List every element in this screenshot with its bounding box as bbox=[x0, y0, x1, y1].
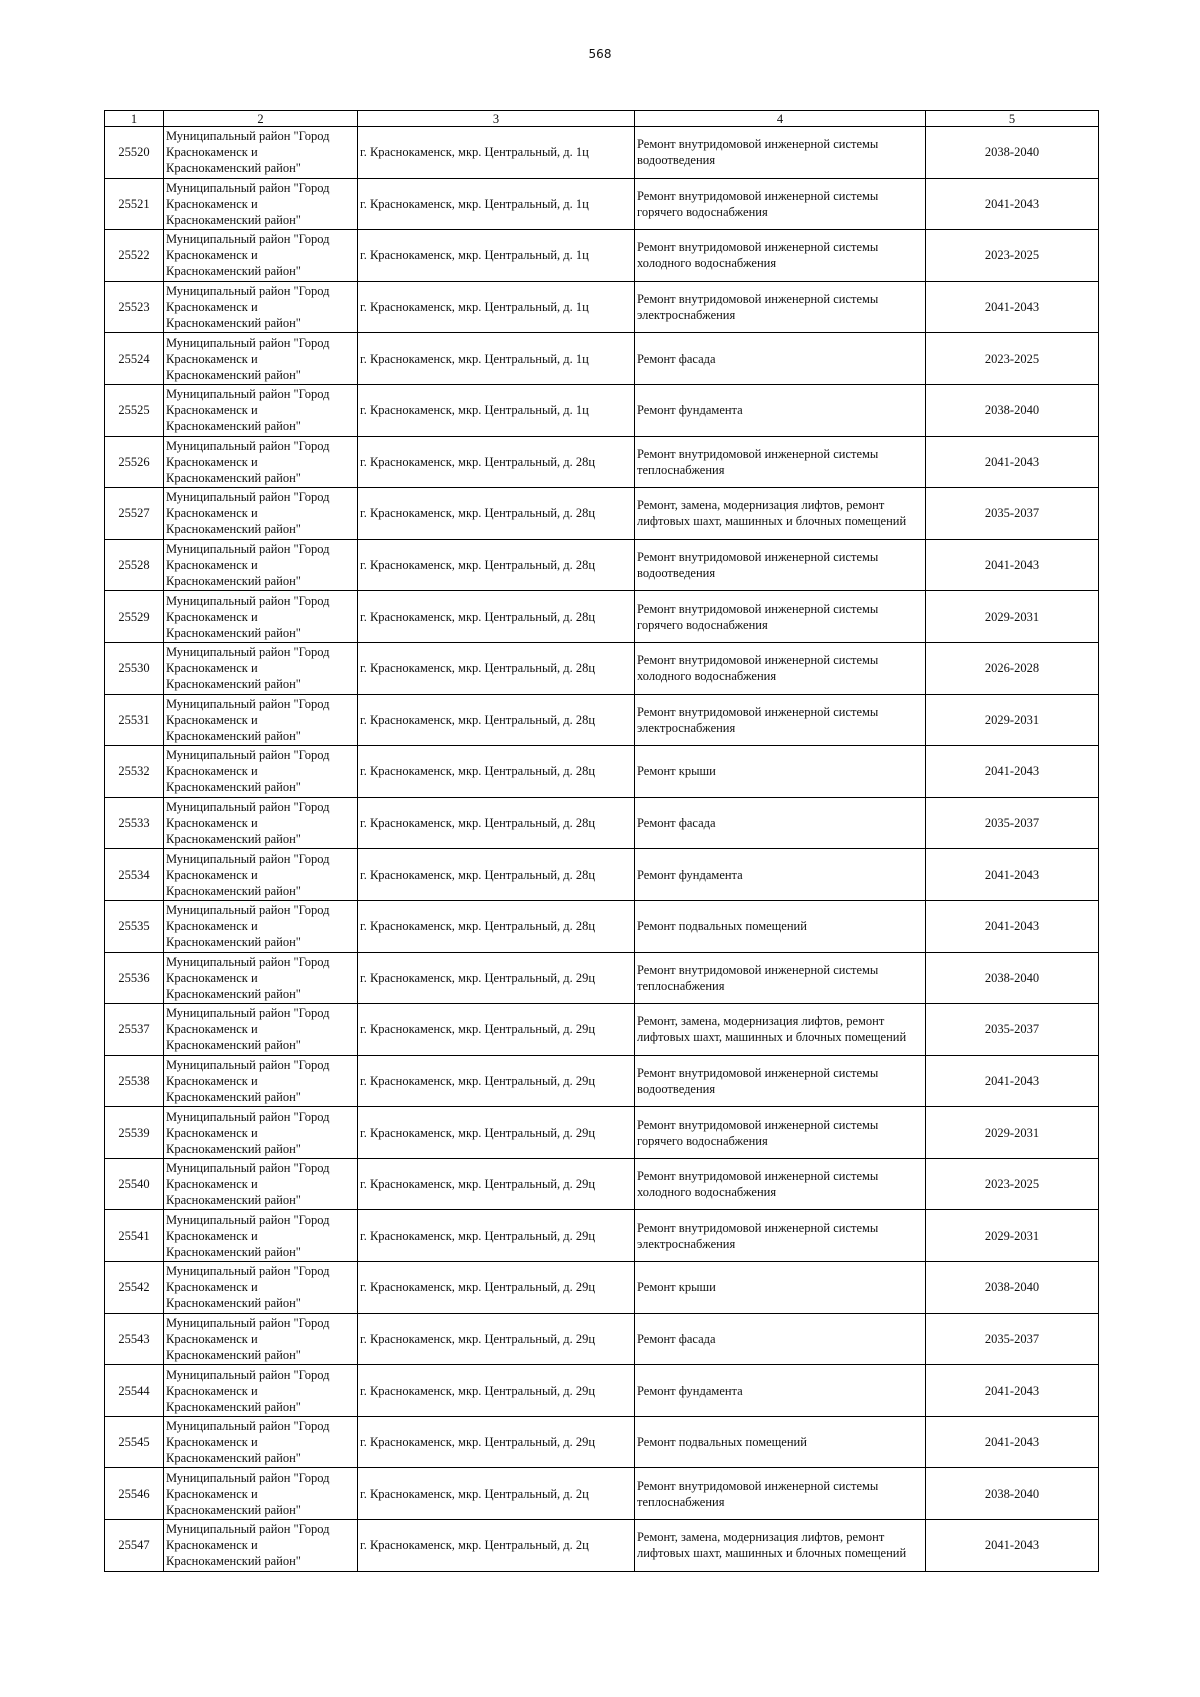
period-cell: 2038-2040 bbox=[926, 952, 1099, 1004]
address-cell: г. Краснокаменск, мкр. Центральный, д. 29ц bbox=[358, 1210, 635, 1262]
municipality-line: Муниципальный район "Город bbox=[166, 1419, 330, 1434]
address-cell: г. Краснокаменск, мкр. Центральный, д. 29ц bbox=[358, 1107, 635, 1159]
table-row bbox=[105, 797, 1099, 849]
municipality-cell bbox=[164, 1055, 358, 1107]
municipality-line: Муниципальный район "Город bbox=[166, 1212, 330, 1227]
row-number: 25534 bbox=[105, 849, 164, 901]
municipality-line: Краснокаменск и bbox=[166, 712, 258, 727]
municipality-line: Муниципальный район "Город bbox=[166, 1367, 330, 1382]
municipality-line: Муниципальный район "Город bbox=[166, 1264, 330, 1279]
address-cell: г. Краснокаменск, мкр. Центральный, д. 2ц bbox=[358, 1468, 635, 1520]
municipality-line: Краснокаменск и bbox=[166, 919, 258, 934]
row-number: 25541 bbox=[105, 1210, 164, 1262]
period-cell: 2029-2031 bbox=[926, 1210, 1099, 1262]
municipality-line: Муниципальный район "Город bbox=[166, 1006, 330, 1021]
work-type-cell: Ремонт внутридомовой инженерной системы горячего водоснабжения bbox=[635, 178, 926, 230]
period-cell: 2041-2043 bbox=[926, 746, 1099, 798]
row-number: 25520 bbox=[105, 127, 164, 179]
municipality-line: Муниципальный район "Город bbox=[166, 1109, 330, 1124]
municipality-line: Краснокаменск и bbox=[166, 867, 258, 882]
period-cell: 2038-2040 bbox=[926, 1468, 1099, 1520]
work-type-cell: Ремонт внутридомовой инженерной системы электроснабжения bbox=[635, 281, 926, 333]
municipality-line: Краснокаменск и bbox=[166, 1435, 258, 1450]
work-type-cell: Ремонт внутридомовой инженерной системы водоотведения bbox=[635, 127, 926, 179]
municipality-line: Краснокаменск и bbox=[166, 816, 258, 831]
work-type-cell: Ремонт фундамента bbox=[635, 849, 926, 901]
address-cell: г. Краснокаменск, мкр. Центральный, д. 29ц bbox=[358, 1262, 635, 1314]
page-number: 568 bbox=[588, 47, 612, 61]
municipality-cell bbox=[164, 127, 358, 179]
address-cell: г. Краснокаменск, мкр. Центральный, д. 29ц bbox=[358, 1158, 635, 1210]
municipality-line: Краснокаменский район" bbox=[166, 161, 301, 176]
municipality-line: Муниципальный район "Город bbox=[166, 903, 330, 918]
municipality-cell bbox=[164, 436, 358, 488]
table-row bbox=[105, 746, 1099, 798]
table-row bbox=[105, 436, 1099, 488]
table-row bbox=[105, 488, 1099, 540]
table-body bbox=[105, 127, 1099, 1572]
work-type-cell: Ремонт фундамента bbox=[635, 1365, 926, 1417]
municipality-line: Краснокаменск и bbox=[166, 764, 258, 779]
period-cell: 2041-2043 bbox=[926, 1416, 1099, 1468]
work-type-cell: Ремонт, замена, модернизация лифтов, ремонт лифтовых шахт, машинных и блочных помещений bbox=[635, 488, 926, 540]
municipality-line: Краснокаменский район" bbox=[166, 935, 301, 950]
municipality-line: Краснокаменский район" bbox=[166, 367, 301, 382]
period-cell: 2023-2025 bbox=[926, 230, 1099, 282]
address-cell: г. Краснокаменск, мкр. Центральный, д. 28ц bbox=[358, 436, 635, 488]
address-cell: г. Краснокаменск, мкр. Центральный, д. 28ц bbox=[358, 746, 635, 798]
municipality-cell bbox=[164, 591, 358, 643]
address-cell: г. Краснокаменск, мкр. Центральный, д. 29ц bbox=[358, 952, 635, 1004]
period-cell: 2041-2043 bbox=[926, 849, 1099, 901]
address-cell: г. Краснокаменск, мкр. Центральный, д. 28ц bbox=[358, 900, 635, 952]
row-number: 25542 bbox=[105, 1262, 164, 1314]
period-cell: 2035-2037 bbox=[926, 1004, 1099, 1056]
work-type-cell: Ремонт фасада bbox=[635, 797, 926, 849]
municipality-line: Краснокаменск и bbox=[166, 506, 258, 521]
row-number: 25538 bbox=[105, 1055, 164, 1107]
period-cell: 2041-2043 bbox=[926, 281, 1099, 333]
municipality-line: Краснокаменский район" bbox=[166, 883, 301, 898]
municipality-line: Краснокаменск и bbox=[166, 1022, 258, 1037]
row-number: 25536 bbox=[105, 952, 164, 1004]
address-cell: г. Краснокаменск, мкр. Центральный, д. 28ц bbox=[358, 694, 635, 746]
period-cell: 2038-2040 bbox=[926, 127, 1099, 179]
table-row bbox=[105, 230, 1099, 282]
table-row bbox=[105, 849, 1099, 901]
table-row bbox=[105, 1107, 1099, 1159]
period-cell: 2041-2043 bbox=[926, 1520, 1099, 1572]
municipality-line: Краснокаменск и bbox=[166, 1125, 258, 1140]
municipality-line: Краснокаменский район" bbox=[166, 986, 301, 1001]
municipality-line: Краснокаменск и bbox=[166, 558, 258, 573]
period-cell: 2035-2037 bbox=[926, 488, 1099, 540]
row-number: 25546 bbox=[105, 1468, 164, 1520]
municipality-line: Муниципальный район "Город bbox=[166, 1470, 330, 1485]
municipality-line: Муниципальный район "Город bbox=[166, 284, 330, 299]
municipality-line: Краснокаменский район" bbox=[166, 1451, 301, 1466]
work-type-cell: Ремонт внутридомовой инженерной системы холодного водоснабжения bbox=[635, 1158, 926, 1210]
period-cell: 2029-2031 bbox=[926, 694, 1099, 746]
address-cell: г. Краснокаменск, мкр. Центральный, д. 1ц bbox=[358, 281, 635, 333]
work-type-cell: Ремонт внутридомовой инженерной системы холодного водоснабжения bbox=[635, 642, 926, 694]
address-cell: г. Краснокаменск, мкр. Центральный, д. 29ц bbox=[358, 1004, 635, 1056]
municipality-line: Краснокаменский район" bbox=[166, 1296, 301, 1311]
row-number: 25547 bbox=[105, 1520, 164, 1572]
period-cell: 2035-2037 bbox=[926, 1313, 1099, 1365]
municipality-line: Краснокаменский район" bbox=[166, 316, 301, 331]
row-number: 25528 bbox=[105, 539, 164, 591]
table-row bbox=[105, 591, 1099, 643]
table-header bbox=[105, 111, 1099, 127]
municipality-line: Муниципальный район "Город bbox=[166, 1057, 330, 1072]
municipality-line: Краснокаменский район" bbox=[166, 1244, 301, 1259]
address-cell: г. Краснокаменск, мкр. Центральный, д. 1ц bbox=[358, 333, 635, 385]
work-type-cell: Ремонт внутридомовой инженерной системы горячего водоснабжения bbox=[635, 591, 926, 643]
municipality-cell bbox=[164, 1107, 358, 1159]
period-cell: 2023-2025 bbox=[926, 333, 1099, 385]
municipality-line: Муниципальный район "Город bbox=[166, 800, 330, 815]
column-header-4: 4 bbox=[635, 111, 926, 127]
municipality-line: Краснокаменский район" bbox=[166, 1554, 301, 1569]
row-number: 25543 bbox=[105, 1313, 164, 1365]
municipality-line: Муниципальный район "Город bbox=[166, 1522, 330, 1537]
table-row bbox=[105, 1158, 1099, 1210]
work-type-cell: Ремонт крыши bbox=[635, 746, 926, 798]
municipality-line: Краснокаменск и bbox=[166, 145, 258, 160]
municipality-line: Краснокаменский район" bbox=[166, 419, 301, 434]
work-type-cell: Ремонт внутридомовой инженерной системы водоотведения bbox=[635, 1055, 926, 1107]
municipality-line: Муниципальный район "Город bbox=[166, 1161, 330, 1176]
period-cell: 2041-2043 bbox=[926, 436, 1099, 488]
municipality-cell bbox=[164, 1210, 358, 1262]
work-type-cell: Ремонт подвальных помещений bbox=[635, 1416, 926, 1468]
row-number: 25539 bbox=[105, 1107, 164, 1159]
municipality-cell bbox=[164, 642, 358, 694]
municipality-line: Муниципальный район "Город bbox=[166, 593, 330, 608]
municipality-cell bbox=[164, 1468, 358, 1520]
municipality-line: Муниципальный район "Город bbox=[166, 438, 330, 453]
municipality-line: Краснокаменский район" bbox=[166, 1038, 301, 1053]
municipality-cell bbox=[164, 1313, 358, 1365]
period-cell: 2026-2028 bbox=[926, 642, 1099, 694]
address-cell: г. Краснокаменск, мкр. Центральный, д. 29ц bbox=[358, 1416, 635, 1468]
address-cell: г. Краснокаменск, мкр. Центральный, д. 28ц bbox=[358, 849, 635, 901]
municipality-cell bbox=[164, 1158, 358, 1210]
work-type-cell: Ремонт, замена, модернизация лифтов, ремонт лифтовых шахт, машинных и блочных помещений bbox=[635, 1004, 926, 1056]
row-number: 25527 bbox=[105, 488, 164, 540]
table-row bbox=[105, 900, 1099, 952]
table-row bbox=[105, 178, 1099, 230]
municipality-cell bbox=[164, 849, 358, 901]
column-header-3: 3 bbox=[358, 111, 635, 127]
row-number: 25523 bbox=[105, 281, 164, 333]
municipality-line: Краснокаменский район" bbox=[166, 1089, 301, 1104]
row-number: 25525 bbox=[105, 384, 164, 436]
period-cell: 2029-2031 bbox=[926, 1107, 1099, 1159]
table-row bbox=[105, 952, 1099, 1004]
address-cell: г. Краснокаменск, мкр. Центральный, д. 28ц bbox=[358, 797, 635, 849]
period-cell: 2041-2043 bbox=[926, 539, 1099, 591]
table-row bbox=[105, 281, 1099, 333]
municipality-line: Краснокаменский район" bbox=[166, 470, 301, 485]
table-row bbox=[105, 1520, 1099, 1572]
address-cell: г. Краснокаменск, мкр. Центральный, д. 28ц bbox=[358, 642, 635, 694]
municipality-line: Краснокаменск и bbox=[166, 1486, 258, 1501]
municipality-cell bbox=[164, 539, 358, 591]
address-cell: г. Краснокаменск, мкр. Центральный, д. 1ц bbox=[358, 384, 635, 436]
address-cell: г. Краснокаменск, мкр. Центральный, д. 1ц bbox=[358, 230, 635, 282]
address-cell: г. Краснокаменск, мкр. Центральный, д. 29ц bbox=[358, 1365, 635, 1417]
municipality-line: Муниципальный район "Город bbox=[166, 748, 330, 763]
municipality-line: Краснокаменский район" bbox=[166, 625, 301, 640]
municipality-line: Муниципальный район "Город bbox=[166, 851, 330, 866]
row-number: 25533 bbox=[105, 797, 164, 849]
row-number: 25535 bbox=[105, 900, 164, 952]
municipality-line: Муниципальный район "Город bbox=[166, 387, 330, 402]
municipality-line: Муниципальный район "Город bbox=[166, 1315, 330, 1330]
row-number: 25526 bbox=[105, 436, 164, 488]
municipality-line: Краснокаменский район" bbox=[166, 1502, 301, 1517]
municipality-cell bbox=[164, 333, 358, 385]
table-row bbox=[105, 1365, 1099, 1417]
column-header-5: 5 bbox=[926, 111, 1099, 127]
period-cell: 2029-2031 bbox=[926, 591, 1099, 643]
municipality-line: Муниципальный район "Город bbox=[166, 335, 330, 350]
row-number: 25530 bbox=[105, 642, 164, 694]
municipality-line: Краснокаменский район" bbox=[166, 522, 301, 537]
work-type-cell: Ремонт внутридомовой инженерной системы электроснабжения bbox=[635, 694, 926, 746]
municipality-line: Краснокаменский район" bbox=[166, 1399, 301, 1414]
row-number: 25529 bbox=[105, 591, 164, 643]
municipality-line: Муниципальный район "Город bbox=[166, 645, 330, 660]
municipality-cell bbox=[164, 900, 358, 952]
municipality-line: Краснокаменск и bbox=[166, 454, 258, 469]
table-row bbox=[105, 1055, 1099, 1107]
row-number: 25544 bbox=[105, 1365, 164, 1417]
municipality-cell bbox=[164, 1520, 358, 1572]
address-cell: г. Краснокаменск, мкр. Центральный, д. 29ц bbox=[358, 1313, 635, 1365]
row-number: 25532 bbox=[105, 746, 164, 798]
municipality-line: Краснокаменск и bbox=[166, 1383, 258, 1398]
period-cell: 2038-2040 bbox=[926, 1262, 1099, 1314]
column-header-2: 2 bbox=[164, 111, 358, 127]
work-type-cell: Ремонт фундамента bbox=[635, 384, 926, 436]
address-cell: г. Краснокаменск, мкр. Центральный, д. 28ц bbox=[358, 488, 635, 540]
table-row bbox=[105, 1416, 1099, 1468]
period-cell: 2041-2043 bbox=[926, 1055, 1099, 1107]
row-number: 25531 bbox=[105, 694, 164, 746]
municipality-cell bbox=[164, 694, 358, 746]
municipality-cell bbox=[164, 488, 358, 540]
municipality-line: Краснокаменск и bbox=[166, 970, 258, 985]
municipality-line: Муниципальный район "Город bbox=[166, 232, 330, 247]
period-cell: 2035-2037 bbox=[926, 797, 1099, 849]
municipality-line: Краснокаменский район" bbox=[166, 264, 301, 279]
work-type-cell: Ремонт внутридомовой инженерной системы холодного водоснабжения bbox=[635, 230, 926, 282]
work-type-cell: Ремонт внутридомовой инженерной системы теплоснабжения bbox=[635, 952, 926, 1004]
row-number: 25521 bbox=[105, 178, 164, 230]
row-number: 25537 bbox=[105, 1004, 164, 1056]
municipality-line: Муниципальный район "Город bbox=[166, 542, 330, 557]
table-row bbox=[105, 1262, 1099, 1314]
work-type-cell: Ремонт подвальных помещений bbox=[635, 900, 926, 952]
municipality-line: Муниципальный район "Город bbox=[166, 129, 330, 144]
municipality-cell bbox=[164, 1416, 358, 1468]
table-row bbox=[105, 539, 1099, 591]
table-row bbox=[105, 1004, 1099, 1056]
work-type-cell: Ремонт крыши bbox=[635, 1262, 926, 1314]
address-cell: г. Краснокаменск, мкр. Центральный, д. 29ц bbox=[358, 1055, 635, 1107]
municipality-cell bbox=[164, 230, 358, 282]
row-number: 25522 bbox=[105, 230, 164, 282]
municipality-line: Краснокаменск и bbox=[166, 196, 258, 211]
table-row bbox=[105, 1210, 1099, 1262]
work-type-cell: Ремонт внутридомовой инженерной системы водоотведения bbox=[635, 539, 926, 591]
table-row bbox=[105, 694, 1099, 746]
municipality-line: Краснокаменск и bbox=[166, 351, 258, 366]
row-number: 25524 bbox=[105, 333, 164, 385]
municipality-line: Краснокаменский район" bbox=[166, 574, 301, 589]
municipality-line: Краснокаменский район" bbox=[166, 728, 301, 743]
work-type-cell: Ремонт фасада bbox=[635, 333, 926, 385]
table-row bbox=[105, 1468, 1099, 1520]
municipality-line: Краснокаменский район" bbox=[166, 832, 301, 847]
municipality-line: Краснокаменский район" bbox=[166, 1193, 301, 1208]
municipality-line: Краснокаменск и bbox=[166, 1177, 258, 1192]
column-header-1: 1 bbox=[105, 111, 164, 127]
work-type-cell: Ремонт внутридомовой инженерной системы электроснабжения bbox=[635, 1210, 926, 1262]
works-table bbox=[104, 110, 1099, 1572]
municipality-line: Краснокаменский район" bbox=[166, 212, 301, 227]
municipality-line: Краснокаменск и bbox=[166, 300, 258, 315]
municipality-line: Краснокаменск и bbox=[166, 1331, 258, 1346]
address-cell: г. Краснокаменск, мкр. Центральный, д. 28ц bbox=[358, 539, 635, 591]
municipality-line: Муниципальный район "Город bbox=[166, 954, 330, 969]
work-type-cell: Ремонт, замена, модернизация лифтов, ремонт лифтовых шахт, машинных и блочных помещений bbox=[635, 1520, 926, 1572]
municipality-cell bbox=[164, 746, 358, 798]
table-row bbox=[105, 1313, 1099, 1365]
work-type-cell: Ремонт фасада bbox=[635, 1313, 926, 1365]
municipality-cell bbox=[164, 384, 358, 436]
municipality-line: Краснокаменск и bbox=[166, 248, 258, 263]
municipality-line: Краснокаменск и bbox=[166, 1538, 258, 1553]
municipality-line: Краснокаменский район" bbox=[166, 780, 301, 795]
municipality-cell bbox=[164, 797, 358, 849]
header-row bbox=[105, 111, 1099, 127]
address-cell: г. Краснокаменск, мкр. Центральный, д. 28ц bbox=[358, 591, 635, 643]
municipality-cell bbox=[164, 1262, 358, 1314]
municipality-cell bbox=[164, 281, 358, 333]
municipality-line: Краснокаменск и bbox=[166, 1280, 258, 1295]
municipality-line: Краснокаменск и bbox=[166, 609, 258, 624]
municipality-line: Краснокаменск и bbox=[166, 661, 258, 676]
address-cell: г. Краснокаменск, мкр. Центральный, д. 1ц bbox=[358, 178, 635, 230]
municipality-line: Муниципальный район "Город bbox=[166, 180, 330, 195]
period-cell: 2041-2043 bbox=[926, 900, 1099, 952]
row-number: 25545 bbox=[105, 1416, 164, 1468]
period-cell: 2038-2040 bbox=[926, 384, 1099, 436]
table-row bbox=[105, 384, 1099, 436]
municipality-cell bbox=[164, 178, 358, 230]
table-row bbox=[105, 127, 1099, 179]
municipality-line: Краснокаменск и bbox=[166, 403, 258, 418]
municipality-line: Муниципальный район "Город bbox=[166, 696, 330, 711]
period-cell: 2041-2043 bbox=[926, 178, 1099, 230]
table-row bbox=[105, 333, 1099, 385]
work-type-cell: Ремонт внутридомовой инженерной системы теплоснабжения bbox=[635, 436, 926, 488]
table-row bbox=[105, 642, 1099, 694]
municipality-cell bbox=[164, 952, 358, 1004]
period-cell: 2041-2043 bbox=[926, 1365, 1099, 1417]
municipality-line: Краснокаменский район" bbox=[166, 1347, 301, 1362]
municipality-line: Краснокаменский район" bbox=[166, 677, 301, 692]
work-type-cell: Ремонт внутридомовой инженерной системы горячего водоснабжения bbox=[635, 1107, 926, 1159]
row-number: 25540 bbox=[105, 1158, 164, 1210]
work-type-cell: Ремонт внутридомовой инженерной системы теплоснабжения bbox=[635, 1468, 926, 1520]
address-cell: г. Краснокаменск, мкр. Центральный, д. 1ц bbox=[358, 127, 635, 179]
municipality-line: Муниципальный район "Город bbox=[166, 490, 330, 505]
municipality-line: Краснокаменский район" bbox=[166, 1141, 301, 1156]
municipality-line: Краснокаменск и bbox=[166, 1228, 258, 1243]
period-cell: 2023-2025 bbox=[926, 1158, 1099, 1210]
municipality-line: Краснокаменск и bbox=[166, 1073, 258, 1088]
municipality-cell bbox=[164, 1004, 358, 1056]
municipality-cell bbox=[164, 1365, 358, 1417]
address-cell: г. Краснокаменск, мкр. Центральный, д. 2ц bbox=[358, 1520, 635, 1572]
